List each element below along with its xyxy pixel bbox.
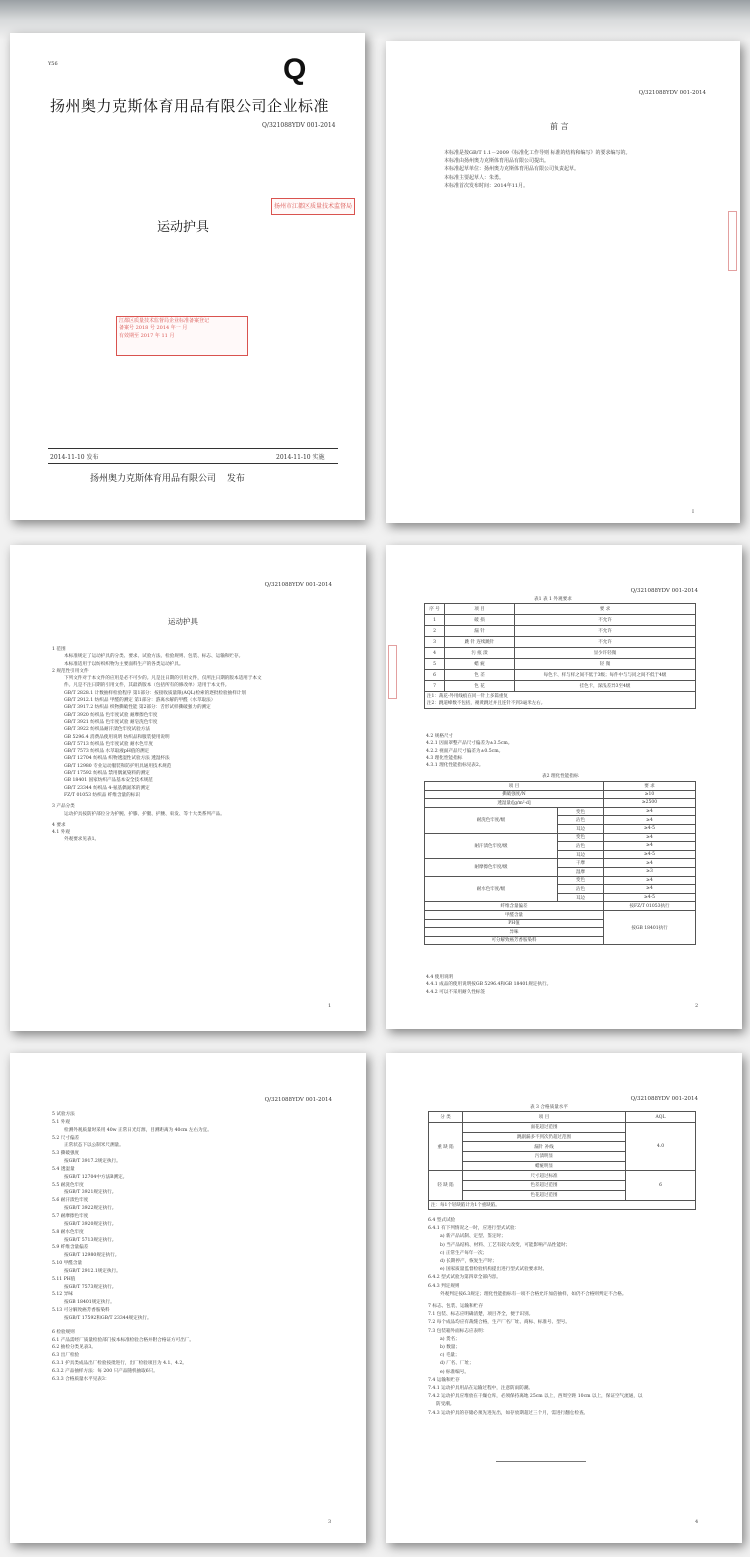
cover-page [10, 33, 365, 520]
subsection-heading: 5.3 撕破强度 [52, 1151, 80, 1157]
table-note: 注2：跳道峰数不包括，褪黄跳过并且连针不到3毫米左右。 [427, 701, 546, 706]
body-line: 本标准适用于以纺织织物为主要面料生产的各类运动护具。 [64, 661, 184, 667]
table-row [425, 807, 696, 816]
table-cell: 挂色卡，深浅差异3至4级 [515, 681, 696, 692]
physchem-table [424, 781, 696, 945]
table-cell: 7 [425, 681, 445, 692]
table-header-cell: 项 目 [463, 1112, 626, 1123]
subsection-heading: 5.4 透湿量 [52, 1166, 75, 1172]
section-heading: 1 范围 [52, 647, 66, 652]
preface-line: 本标准由扬州奥力克斯体育用品有限公司提出。 [444, 158, 550, 165]
body-line: 外观要求见表1。 [64, 837, 100, 843]
table-note-cell: 注：每1个轻缺陷计为1个重缺陷。 [429, 1200, 696, 1210]
table-cell: 蜡疵明显 [463, 1161, 626, 1171]
table-cell: 色花超过范围 [463, 1190, 626, 1200]
ref-line: GB/T 12980 专业运动服装和防护用具通用技术规范 [64, 763, 172, 769]
table-cell: ≥10 [604, 790, 696, 799]
table-cell: PH值 [425, 919, 604, 928]
body-line: 按GB/T 12980规定执行。 [64, 1253, 120, 1259]
body-line: 7.3 包装箱外面标志应表明： [428, 1328, 488, 1334]
cover-divider-top [48, 448, 338, 449]
table-header-cell: 项 目 [425, 782, 604, 791]
subsection-heading: 5.6 耐汗渍色牢度 [52, 1198, 89, 1204]
cover-registration-stamp [116, 316, 248, 356]
table-row [425, 637, 696, 648]
table-cell: ≥4 [604, 842, 696, 851]
body-line: 4.2 规格尺寸 [426, 734, 454, 739]
table-cell: ≥4-5 [604, 893, 696, 902]
page-header: Q/321088YDV 001-2014 [630, 588, 698, 594]
cover-divider-bottom [48, 463, 338, 464]
cover-seal-stamp: 扬州市江都区质量技术监督局 [271, 198, 355, 215]
body-line: 6.3.3 合格质量水平见表3： [52, 1376, 110, 1382]
table-header-cell: 项 目 [445, 604, 515, 615]
preface-line: 本标准主要起草人：朱勇。 [444, 174, 505, 181]
body-line: 检测外观质量时采用 40w 正常日光灯源，目测距离为 40cm 左右为宜。 [64, 1127, 212, 1133]
table-row [425, 902, 696, 911]
table-header-cell: AQL [626, 1112, 696, 1123]
publisher-name: 扬州奥力克斯体育用品有限公司 [90, 474, 217, 484]
table-header-row [429, 1112, 696, 1123]
page-title: 运动护具 [168, 617, 198, 626]
body-line: 4.2.1 因面罩整产品尺寸偏差为±3.5cm。 [426, 741, 513, 747]
table-cell: 异味 [425, 928, 604, 937]
table-cell: ≥4 [604, 885, 696, 894]
table-row [429, 1123, 696, 1133]
table-cell: 耳边 [558, 850, 604, 859]
table-note-row [429, 1200, 696, 1210]
body-line: 6.3.1 护具类成品出厂检验按批进行，出厂检验项目为 4.1、4.2。 [52, 1361, 187, 1367]
subsection-heading: 5.1 外观 [52, 1119, 70, 1125]
table-note-row [425, 692, 696, 709]
body-line: 6.4.3 判定规则 [428, 1283, 460, 1289]
subsection-heading: 5.13 可分解致癌芳香胺染料 [52, 1308, 110, 1314]
ref-line: GB/T 3922 纺织品耐汗渍色牢度试验方法 [64, 727, 150, 733]
table-cell: ≥4-5 [604, 824, 696, 833]
body-line: 件。凡是不注日期的引用文件，其最新版本（包括所有的修改单）适用于本文件。 [64, 683, 230, 689]
list-item: a) 货名； [440, 1336, 460, 1342]
body-line: 本标准规定了运动护具的分类、要求、试验方法、检验规则、包装、标志、运输和贮存。 [64, 654, 244, 660]
table-cell: 湿摩 [558, 867, 604, 876]
body-line: 4.3 理化性能指标 [426, 755, 463, 761]
body-line: 6.2 抽检分类见表3。 [52, 1345, 96, 1351]
subsection-heading: 5.5 耐洗色牢度 [52, 1182, 84, 1188]
table-header-cell: 要 求 [604, 782, 696, 791]
table-row [425, 648, 696, 659]
body-line: 4.4.1 成品的使用说明按GB 5296.4和GB 18401规定执行。 [426, 982, 552, 988]
table-row [429, 1171, 696, 1181]
table-cell: 污 痕 渍 [445, 648, 515, 659]
table-header-cell: 要 求 [515, 604, 696, 615]
table-cell: 变色 [558, 876, 604, 885]
table-cell: 每色卡、样与样之间不低于3级；每件中与与同之间不低于4级 [515, 670, 696, 681]
list-item: d) 厂名、厂址； [440, 1361, 474, 1367]
table-cell: ≥4 [604, 876, 696, 885]
table-cell: 破 损 [445, 615, 515, 626]
body-line: 按GB/T 2912.1规定执行。 [64, 1268, 121, 1274]
table-cell: 色差超过范围 [463, 1181, 626, 1191]
content-page-2 [386, 545, 742, 1029]
table-cell: 透湿量/[g/m²·d] [425, 799, 604, 808]
table3-caption: 表 3 合格质量水平 [530, 1105, 569, 1110]
table-note-cell [425, 692, 696, 709]
table-row [425, 833, 696, 842]
body-line: 按GB/T 3922规定执行。 [64, 1206, 117, 1212]
list-item: c) 毛量； [440, 1353, 460, 1359]
table-cell: 4 [425, 648, 445, 659]
ref-line: GB/T 17592 纺织品 禁用偶氮染料的测定 [64, 771, 150, 777]
table-cell: 尺寸超过标准 [463, 1171, 626, 1181]
table-cell: 3 [425, 637, 445, 648]
table-cell: 跳副漏多不到次仍超过范围 [463, 1132, 626, 1142]
page4-body [428, 1217, 643, 1418]
ref-line: GB/T 3920 纺织品 色牢度试验 耐摩擦色牢度 [64, 712, 158, 718]
list-item: e) 国家质量监督检验机构提出进行型式试验要求时。 [440, 1267, 548, 1273]
table-cell: 沾色 [558, 816, 604, 825]
table-cell: 漏 针 [445, 626, 515, 637]
body-line: 按GB/T 12704中方法B测定。 [64, 1174, 128, 1180]
page-number: I [692, 509, 694, 515]
table-cell: 干摩 [558, 859, 604, 868]
page-number: 3 [328, 1519, 332, 1525]
body-line: 6.1 产品需经厂质量检验部门按本标准检验合格并附合格证方可出厂。 [52, 1337, 194, 1343]
body-line: 按GB/T 3921规定执行。 [64, 1190, 117, 1196]
body-line: 按GB/T 3917.2规定执行。 [64, 1159, 121, 1165]
body-line: 下列文件对于本文件的应用是必不可少的。凡是注日期的引用文件，仅所注日期的版本适用于本文 [64, 676, 262, 682]
cover-q-mark: Q [283, 53, 307, 86]
body-line: 按GB/T 7573规定执行。 [64, 1284, 117, 1290]
page-number: 1 [328, 1003, 332, 1009]
table-cell: 色 差 [445, 670, 515, 681]
preface-heading: 前 言 [550, 122, 569, 131]
table-cell: 跳 针 连续跳针 [445, 637, 515, 648]
list-item: d) 长期停产，恢复生产时； [440, 1259, 497, 1265]
list-item: c) 正常生产每年一次； [440, 1250, 488, 1256]
body-line: 外观判定按6.3规定；理化性能指标有一项不合格允许加倍抽样，如仍不合格则判定不合格。 [440, 1291, 627, 1297]
body-line: 4.2.2 视面产品尺寸偏差为±0.5cm。 [426, 748, 504, 754]
body-line: 7.4.3 运动护具的存储必须先进先出，如存放期超过三个月，需进行翻仓检查。 [428, 1410, 589, 1416]
section-heading: 5 试验方法 [52, 1112, 75, 1117]
appearance-table [424, 603, 696, 709]
table-cell: 耐水色牢度/级 [425, 876, 558, 902]
body-line: 6.4.1 有下列情况之一时，应进行型式试验： [428, 1226, 520, 1232]
body-line: 运动护具按防护部位分为护腕、护膝、护腿、护腰、束发、等十大类系列产品。 [64, 811, 225, 817]
page-number: 4 [695, 1519, 699, 1525]
subsection-heading: 5.8 耐水色牢度 [52, 1229, 84, 1235]
list-item: a) 新产品试制、定型、鉴定时； [440, 1234, 506, 1240]
table-cell: 纤维含量偏差 [425, 902, 604, 911]
table2-caption: 表2 理化性能指标 [542, 774, 579, 779]
body-line: 正常状态下以公制米尺测量。 [64, 1143, 124, 1149]
section-heading: 6.4 型式试验 [428, 1218, 456, 1223]
edge-seal-stamp [728, 211, 737, 271]
section-heading: 2 规范性引用文件 [52, 668, 89, 674]
body-line: 按GB/T 5713规定执行。 [64, 1237, 117, 1243]
table-cell: 6 [626, 1171, 696, 1200]
body-line: 4.4.2 可以不采用耐久性标签 [426, 989, 486, 995]
end-divider [496, 1461, 586, 1462]
table-cell: 撕破强度/N [425, 790, 604, 799]
ref-line: GB/T 7573 纺织品 水萃取液pH值的测定 [64, 749, 150, 755]
table-cell: 变色 [558, 833, 604, 842]
body-line: 按GB/T 3920规定执行。 [64, 1221, 117, 1227]
table-cell: 耳边 [558, 824, 604, 833]
table-cell: 不允许 [515, 626, 696, 637]
subsection-heading: 5.2 尺寸偏差 [52, 1135, 80, 1141]
preface-line: 本标准是按GB/T 1.1－2009《标准化工作导则 标准的结构和编写》的要求编写的。 [444, 150, 631, 156]
section-heading: 3 产品分类 [52, 804, 75, 810]
subsection-heading: 5.10 甲醛含量 [52, 1261, 83, 1267]
table-cell: 不允许 [515, 637, 696, 648]
subsection-heading: 4.1 外观 [52, 830, 70, 836]
table-cell: 色 花 [445, 681, 515, 692]
reg-line: 江都区质量技术监督局企业标准备案登记 [119, 318, 210, 324]
page-number: 2 [695, 1003, 699, 1009]
subsection-heading: 6.3 出厂检验 [52, 1353, 80, 1359]
table-row [425, 910, 696, 919]
page-header: Q/321088YDV 001-2014 [264, 1097, 332, 1103]
cover-company-title: 扬州奥力克斯体育用品有限公司企业标准 [50, 97, 330, 115]
body-line: 按GB/T 17592和GB/T 23344规定执行。 [64, 1315, 152, 1321]
preface-line: 本标准首次发布时间：2014年11月。 [444, 182, 529, 189]
preface-page [386, 41, 740, 523]
table-cell: 5 [425, 659, 445, 670]
ref-line: GB/T 3917.2 纺织品 织物撕破性能 第2部分：舌形试样撕破强力的测定 [64, 705, 211, 711]
ref-line: GB/T 2912.1 纺织品 甲醛的测定 第1部分：游离水解的甲醛（水萃取法） [64, 698, 216, 704]
subsection-heading: 5.9 纤维含量偏差 [52, 1245, 89, 1251]
table-cell: 沾色 [558, 885, 604, 894]
table-cell: 不允许 [515, 615, 696, 626]
reg-line: 备案号 2018 号 2014 年一 月 [119, 325, 188, 332]
table-cell: 4.0 [626, 1123, 696, 1171]
ref-line: GB/T 23344 纺织品 4-氨基偶氮苯的测定 [64, 785, 150, 791]
table-cell: ≥2500 [604, 799, 696, 808]
preface-body [444, 149, 631, 190]
ref-line: FZ/T 01053 纺织品 纤维含量的标识 [64, 792, 140, 798]
table-cell: 按GB 18401执行 [604, 910, 696, 944]
table-cell: ≥4 [604, 816, 696, 825]
publish-word: 发布 [226, 474, 245, 484]
table-cell: 变色 [558, 807, 604, 816]
list-item: b) 当产品结构、材料、工艺有较大改变，可能影响产品性能时； [440, 1242, 571, 1248]
body-line: 防受潮。 [436, 1402, 455, 1408]
table-cell: 重 缺 陷 [429, 1123, 463, 1171]
content-page-1 [10, 545, 366, 1031]
table-cell: 蜡 疵 [445, 659, 515, 670]
body-line: 4.3.1 理化性能指标见表2。 [426, 763, 484, 769]
table-row [425, 670, 696, 681]
edge-seal-stamp [388, 645, 397, 699]
table-cell: ≥4-5 [604, 850, 696, 859]
body-line: 6.3.2 产品抽样方法：每 200 只产品随机抽取6只。 [52, 1369, 158, 1374]
table-cell: 耳边 [558, 893, 604, 902]
ref-line: GB/T 2828.1 计数抽样检验程序 第1部分：按接收质量限(AQL)检索的逐批检验抽样计划 [64, 690, 246, 696]
table-cell: ≥4 [604, 833, 696, 842]
reg-line: 有效期至 2017 年 11 月 [119, 332, 175, 339]
table-cell: 轻 缺 陷 [429, 1171, 463, 1200]
content-page-4 [386, 1053, 742, 1543]
table-cell: ≥4 [604, 807, 696, 816]
body-line: 4.4 使用说明 [426, 975, 454, 980]
page3-body [52, 1111, 212, 1384]
table-row [425, 799, 696, 808]
body-line: 7.1 包装、标志应明确清楚，项目齐全，便于识别。 [428, 1312, 534, 1318]
section-heading: 6 检验规则 [52, 1329, 75, 1335]
body-line: 6.4.2 型式试验为第四章全部内容。 [428, 1275, 501, 1281]
subsection-heading: 5.7 耐摩擦色牢度 [52, 1213, 89, 1219]
page-header: Q/321088YDV 001-2014 [630, 1096, 698, 1102]
table-cell: 1 [425, 615, 445, 626]
section-heading: 7.4 运输和贮存 [428, 1377, 460, 1383]
body-line: 7.4.2 运动护具应堆放在干燥仓库，必须保持离地 25cm 以上，西周空距 10cm 以上，保证空气流通，以 [428, 1394, 643, 1400]
preface-line: 本标准起草单位：扬州奥力克斯体育用品有限公司负责起草。 [444, 166, 580, 173]
table-cell: 耐摩擦色牢度/级 [425, 859, 558, 876]
table-cell: 可分解致癌芳香胺染料 [425, 936, 604, 945]
body-line: 7.2 每个成品均应有裁缝合格，生产厂名厂址、商标、标准号、型号。 [428, 1320, 570, 1326]
table-cell: 沾色 [558, 842, 604, 851]
table-cell: ≥3 [604, 867, 696, 876]
table-cell: 耐汗渍色牢度/级 [425, 833, 558, 859]
content-page-3 [10, 1053, 366, 1543]
cover-publish-date: 2014-11-10 发布 [50, 454, 99, 461]
page1-body [52, 646, 262, 844]
section-heading: 4 要求 [52, 822, 66, 828]
table-cell: 面花超过范围 [463, 1123, 626, 1133]
table-cell: 污渍明显 [463, 1152, 626, 1162]
cover-code: Y56 [48, 61, 58, 67]
cover-std-no: Q/321088YDV 001-2014 [262, 122, 336, 129]
table-note: 注1：裁花-外用线痕在同一针上多篇重复 [427, 694, 508, 699]
quality-level-table [428, 1111, 696, 1210]
ref-line: GB 5296.4 消费品使用说明 纺织品和服装使用说明 [64, 734, 170, 740]
table-cell: ≥4 [604, 859, 696, 868]
table-header-cell: 分 类 [429, 1112, 463, 1123]
ref-line: GB/T 12704 纺织品 织物透湿性试验方法 透湿杯法 [64, 756, 170, 762]
cover-publisher [90, 471, 245, 484]
table-row [425, 876, 696, 885]
table-cell: 轻 微 [515, 659, 696, 670]
page2-sections-b [426, 974, 551, 996]
table-header-cell: 序 号 [425, 604, 445, 615]
table-row [425, 659, 696, 670]
table-row [425, 790, 696, 799]
table-cell: 2 [425, 626, 445, 637]
table-row [425, 681, 696, 692]
table-header-row [425, 782, 696, 791]
table-cell: 按FZ/T 01053执行 [604, 902, 696, 911]
table-cell: 甲醛含量 [425, 910, 604, 919]
page-header: Q/321088YDV 001-2014 [638, 90, 706, 96]
table-row [425, 859, 696, 868]
ref-line: GB/T 3921 纺织品 色牢度试验 耐皂洗色牢度 [64, 719, 158, 725]
cover-implement-date: 2014-11-10 实施 [276, 454, 325, 461]
body-line: 按GB 18401规定执行。 [64, 1300, 115, 1306]
list-item: b) 数量； [440, 1345, 460, 1351]
table1-caption: 表1 表 1 外观要求 [534, 597, 572, 602]
ref-line: GB 18401 国家纺织产品基本安全技术规范 [64, 778, 153, 784]
table-cell: 漏针 补线 [463, 1142, 626, 1152]
cover-product-title: 运动护具 [157, 220, 210, 235]
table-cell: 耐洗色牢度/级 [425, 807, 558, 833]
table-cell: 6 [425, 670, 445, 681]
section-heading: 7 标志、包装、运输和贮存 [428, 1304, 483, 1310]
body-line: 7.4.1 运动护具用品在运输过程中，注意防雨防潮。 [428, 1386, 534, 1392]
table-cell: 显少许轻微 [515, 648, 696, 659]
page-header: Q/321088YDV 001-2014 [264, 582, 332, 588]
page2-sections-a [426, 733, 512, 769]
subsection-heading: 5.12 异味 [52, 1292, 73, 1298]
ref-line: GB/T 5713 纺织品 色牢度试验 耐水色牢度 [64, 741, 153, 747]
table-row [425, 626, 696, 637]
table-header-row [425, 604, 696, 615]
list-item: e) 标准编号。 [440, 1369, 469, 1375]
subsection-heading: 5.11 PH值 [52, 1276, 76, 1282]
table-row [425, 615, 696, 626]
